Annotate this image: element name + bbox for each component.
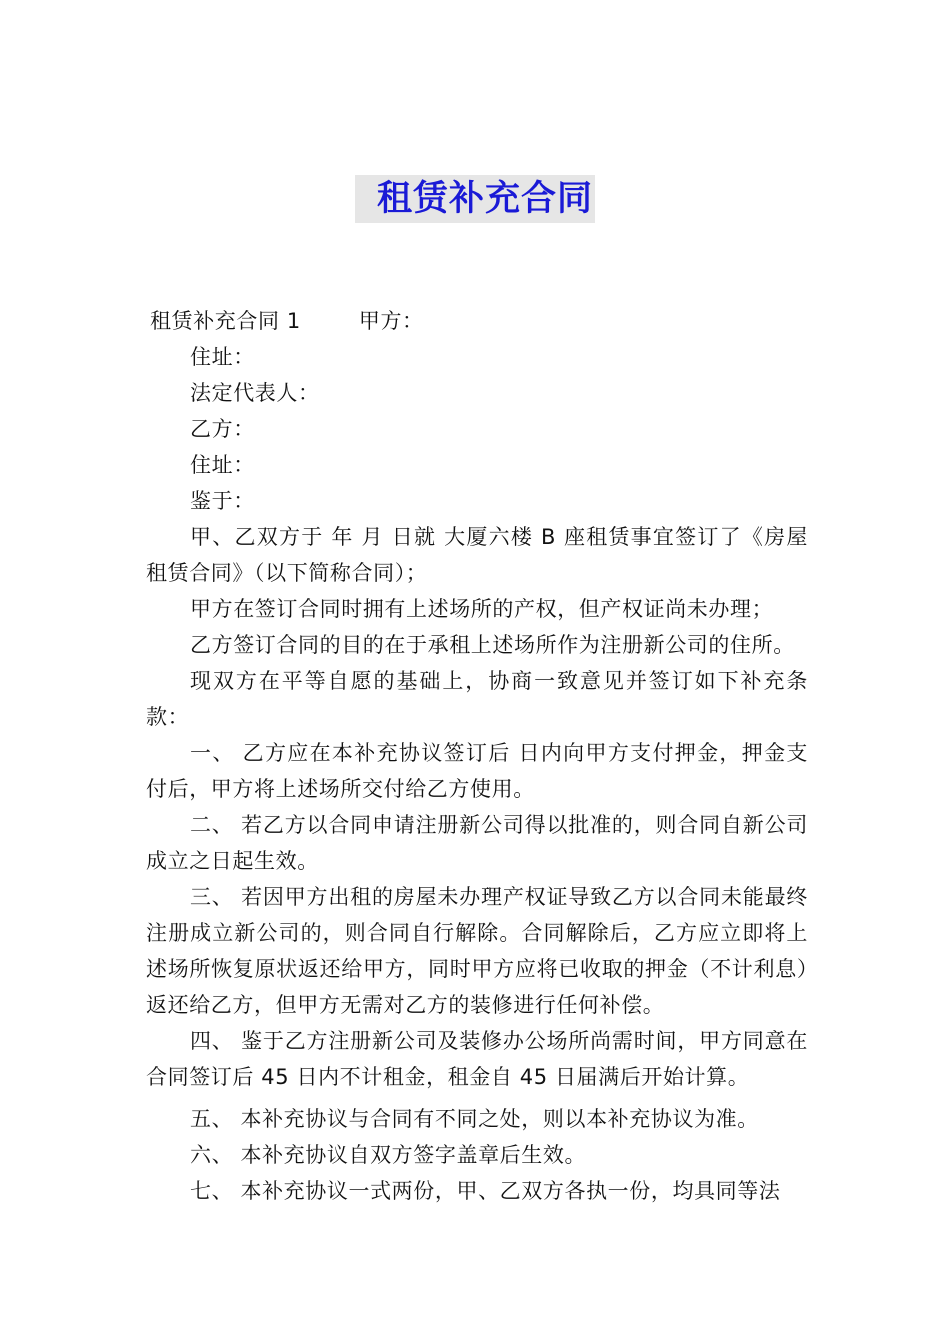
paragraph-background: 甲、乙双方于 年 月 日就 大厦六楼 B 座租赁事宜签订了《房屋租赁合同》（以下简称合同）； [146, 525, 808, 585]
clause-2: 二、 若乙方以合同申请注册新公司得以批准的，则合同自新公司成立之日起生效。 [146, 813, 808, 873]
clause-6: 六、 本补充协议自双方签字盖章后生效。 [190, 1143, 587, 1167]
field-legal-representative: 法定代表人： [190, 381, 320, 405]
field-whereas: 鉴于： [190, 489, 255, 513]
document-body [146, 303, 808, 1209]
title-container [0, 175, 950, 223]
paragraph-purpose: 乙方签订合同的目的在于承租上述场所作为注册新公司的住所。 [190, 633, 795, 657]
field-party-b: 乙方： [190, 417, 255, 441]
clause-4: 四、 鉴于乙方注册新公司及装修办公场所尚需时间，甲方同意在合同签订后 45 日内不计租金，租金自 45 日届满后开始计算。 [146, 1029, 808, 1089]
paragraph-property-right: 甲方在签订合同时拥有上述场所的产权，但产权证尚未办理； [190, 597, 774, 621]
party-a-label: 甲方： [358, 309, 424, 333]
clause-5: 五、 本补充协议与合同有不同之处，则以本补充协议为准。 [190, 1107, 759, 1131]
contract-label: 租赁补充合同 1 [150, 309, 301, 333]
paragraph-agreement: 现双方在平等自愿的基础上，协商一致意见并签订如下补充条款： [146, 669, 808, 729]
field-address-a: 住址： [190, 345, 255, 369]
document-title: 租赁补充合同 [355, 175, 595, 223]
clause-3: 三、 若因甲方出租的房屋未办理产权证导致乙方以合同未能最终注册成立新公司的，则合同自行解除。合同解除后，乙方应立即将上述场所恢复原状返还给甲方，同时甲方应将已收取的押金（不计利息）返还给乙方，但甲方无需对乙方的装修进行任何补偿。 [146, 885, 808, 1017]
clause-1: 一、 乙方应在本补充协议签订后 日内向甲方支付押金，押金支付后，甲方将上述场所交付给乙方使用。 [146, 741, 808, 801]
clause-7: 七、 本补充协议一式两份，甲、乙双方各执一份，均具同等法 [190, 1179, 781, 1203]
field-address-b: 住址： [190, 453, 255, 477]
heading-line [146, 303, 808, 339]
